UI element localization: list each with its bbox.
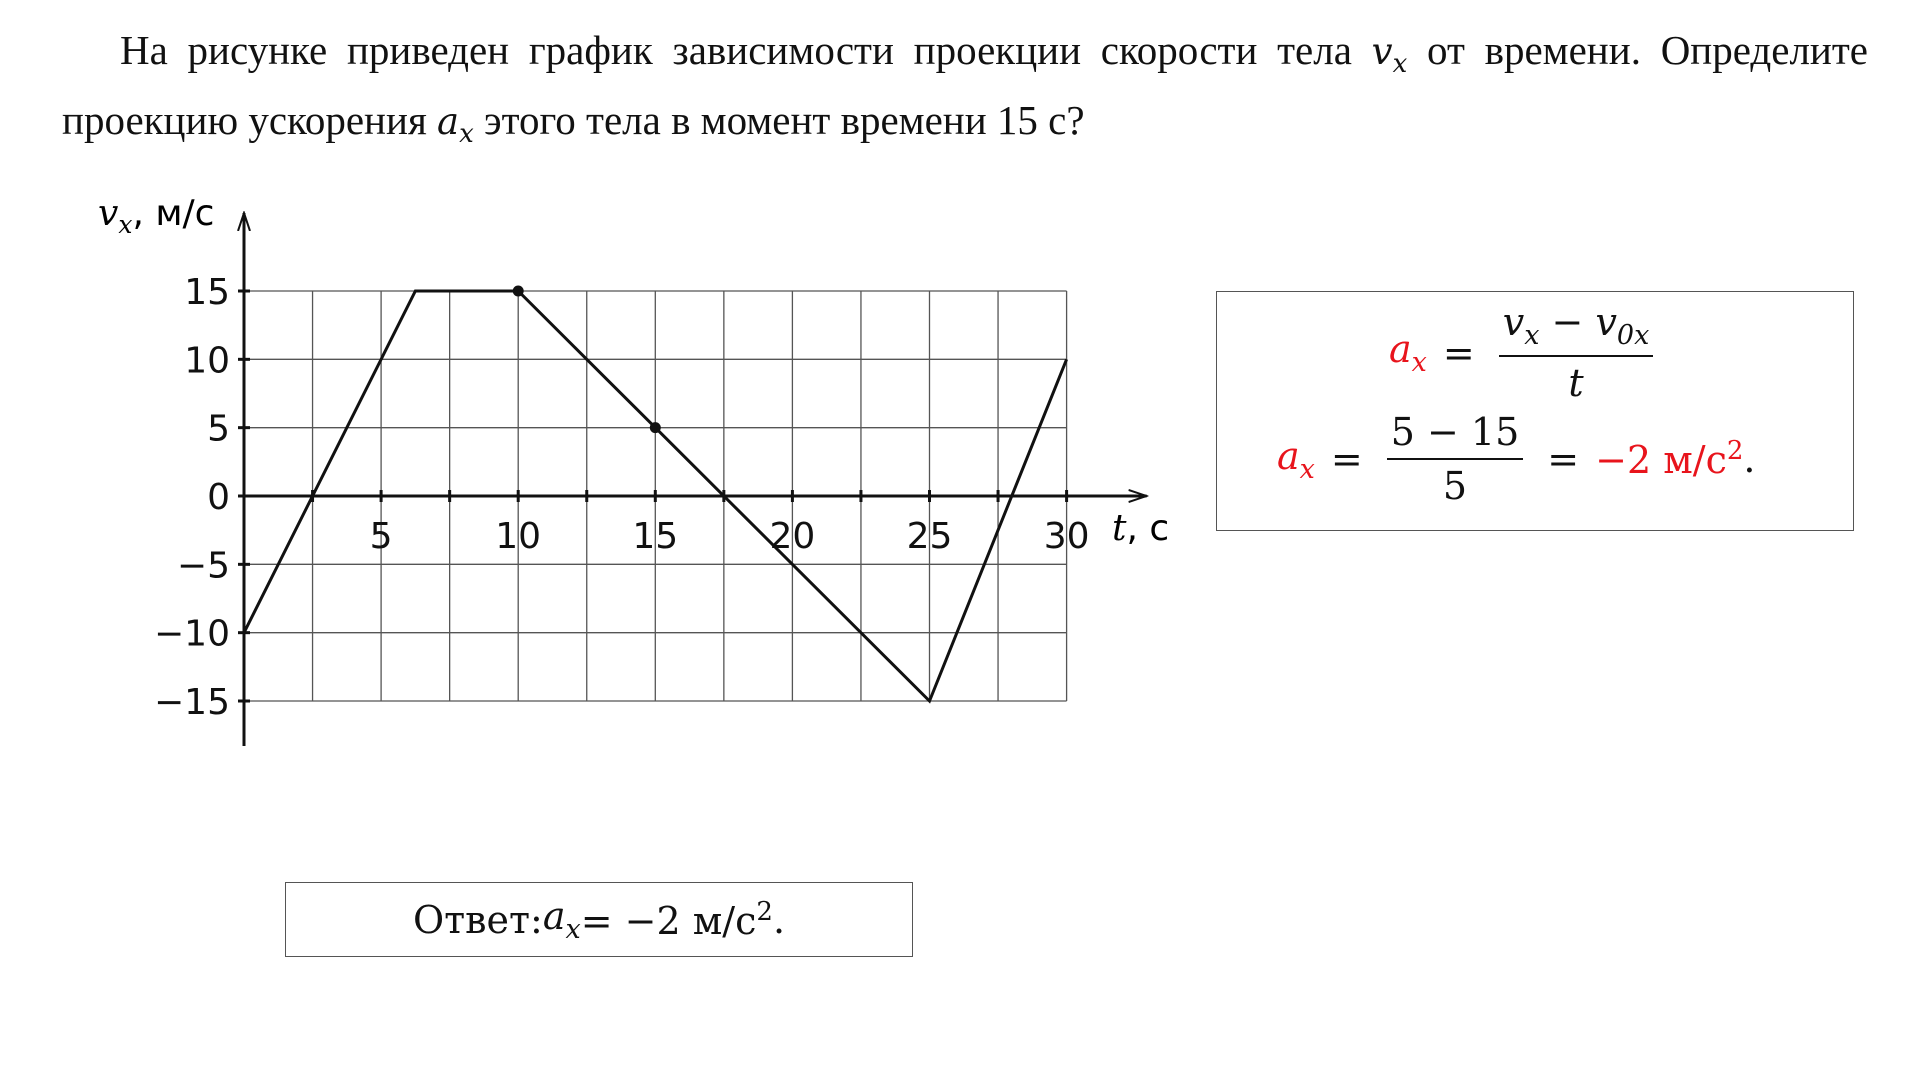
problem-text: Определите проекцию ускорения	[62, 27, 1868, 143]
marked-point	[513, 285, 524, 296]
y-tick-label: 0	[207, 477, 230, 518]
calc-period: .	[1743, 437, 1756, 481]
x-tick-label: 5	[369, 516, 393, 557]
answer-value: = −2 $м/с^2$	[580, 896, 773, 943]
y-tick-label: 15	[184, 271, 230, 313]
acceleration-calculation	[1277, 410, 1756, 508]
velocity-symbol: $v_x$	[1371, 30, 1408, 79]
y-axis-label: $v_x$, м/с	[98, 193, 215, 239]
formula-fraction	[1499, 300, 1654, 405]
y-tick-label: 10	[184, 340, 230, 382]
equals-sign: =	[1547, 437, 1580, 481]
marked-point	[650, 422, 661, 433]
y-tick-label: −15	[154, 682, 230, 724]
answer-label: Ответ:	[412, 897, 543, 942]
acceleration-symbol: $a_x$	[437, 100, 474, 149]
problem-text: На рисунке приведен график зависимости проекции скорости тела	[120, 27, 1372, 73]
answer-box	[285, 882, 913, 957]
calc-fraction	[1387, 410, 1524, 508]
formula-denominator: t	[1568, 361, 1584, 405]
y-tick-label: −10	[154, 613, 230, 655]
problem-text: от времени.	[1407, 27, 1641, 73]
answer-period: .	[772, 897, 786, 942]
x-tick-label: 20	[769, 516, 816, 557]
answer-variable: $a_x$	[542, 894, 581, 945]
problem-text: этого тела в момент времени 15 с?	[473, 97, 1085, 143]
x-tick-label: 30	[1043, 516, 1090, 557]
y-tick-label: 5	[207, 408, 230, 450]
y-tick-label: −5	[176, 545, 230, 587]
x-tick-label: 25	[906, 516, 953, 557]
calc-lhs: $a_x$	[1277, 433, 1315, 485]
calc-numerator: 5 − 15	[1387, 410, 1524, 460]
equals-sign: =	[1330, 437, 1363, 481]
calc-result: −2 $м/с^2$	[1595, 436, 1744, 482]
calc-denominator: 5	[1442, 464, 1468, 508]
x-axis-label: t, с	[1112, 508, 1170, 549]
formula-numerator: $v_x - v_{0x}$	[1499, 300, 1654, 357]
acceleration-formula	[1389, 300, 1661, 405]
x-tick-label: 15	[632, 516, 679, 557]
formula-lhs: $a_x$	[1389, 327, 1427, 378]
equals-sign: =	[1442, 330, 1475, 375]
x-tick-label: 10	[495, 516, 542, 557]
solution-box	[1216, 291, 1854, 531]
